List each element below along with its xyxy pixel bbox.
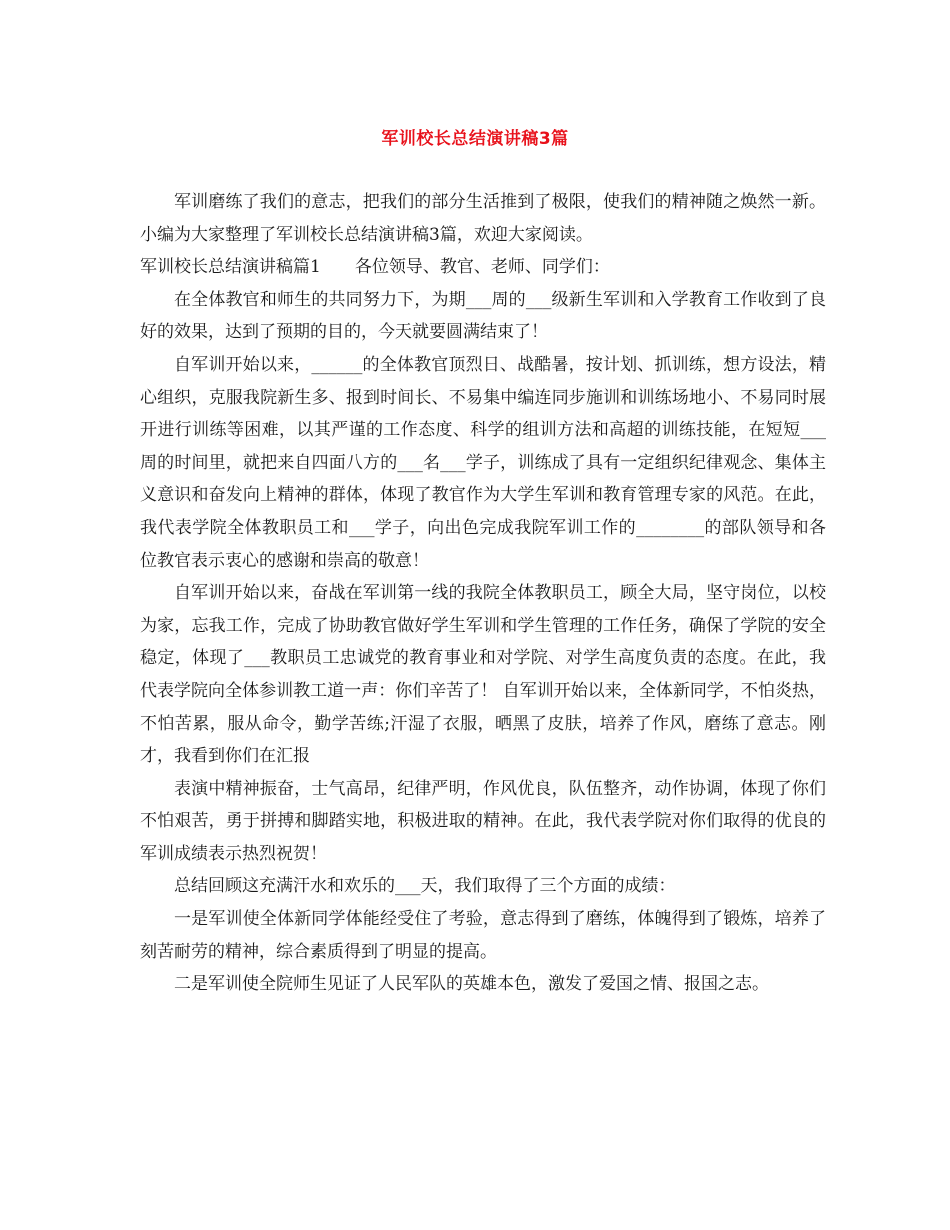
paragraph: 在全体教官和师生的共同努力下，为期___周的___级新生军训和入学教育工作收到了良好的效果，达到了预期的目的，今天就要圆满结束了！: [140, 289, 826, 343]
document-title: 军训校长总结演讲稿3篇: [381, 129, 569, 149]
paragraph: 一是军训使全体新同学体能经受住了考验，意志得到了磨练，体魄得到了锻炼，培养了刻苦耐劳的精神，综合素质得到了明显的提高。: [140, 909, 826, 962]
paragraph: 表演中精神振奋，士气高昂，纪律严明，作风优良，队伍整齐，动作协调，体现了你们不怕艰苦，勇于拼搏和脚踏实地，积极进取的精神。在此，我代表学院对你们取得的优良的军训成绩表示热烈祝贺！: [140, 778, 826, 864]
paragraph: 总结回顾这充满汗水和欢乐的___天，我们取得了三个方面的成绩：: [174, 876, 676, 897]
paragraph: 军训磨练了我们的意志，把我们的部分生活推到了极限，使我们的精神随之焕然一新。小编为大家整理了军训校长总结演讲稿3篇，欢迎大家阅读。: [140, 192, 826, 245]
paragraph: 军训校长总结演讲稿篇1 各位领导、教官、老师、同学们：: [140, 257, 610, 278]
paragraph: 自军训开始以来，奋战在军训第一线的我院全体教职员工，顾全大局，坚守岗位，以校为家，忘我工作，完成了协助教官做好学生军训和学生管理的工作任务，确保了学院的安全稳定，体现了___教职员工忠诚党的教育事业和对学院、对学生高度负责的态度。在此，我代表学院向全体参训教工道一声：你们辛苦了！ 自军训开始以来，全体新同学，不怕炎热，不怕苦累，服从命令，勤学苦练;汗湿了衣服，晒黑了皮肤，培养了作风，磨练了意志。刚才，我看到你们在汇报: [140, 583, 826, 767]
paragraph: 二是军训使全院师生见证了人民军队的英雄本色，激发了爱国之情、报国之志。: [174, 974, 769, 995]
document-body: [140, 186, 826, 1001]
paragraph: 自军训开始以来，______的全体教官顶烈日、战酷暑，按计划、抓训练，想方设法，精心组织，克服我院新生多、报到时间长、不易集中编连同步施训和训练场地小、不易同时展开进行训练等困难，以其严谨的工作态度、科学的组训方法和高超的训练技能，在短短___周的时间里，就把来自四面八方的___名___学子，训练成了具有一定组织纪律观念、集体主义意识和奋发向上精神的群体，体现了教官作为大学生军训和教育管理专家的风范。在此，我代表学院全体教职员工和___学子，向出色完成我院军训工作的________的部队领导和各位教官表示衷心的感谢和崇高的敬意！: [140, 354, 826, 571]
